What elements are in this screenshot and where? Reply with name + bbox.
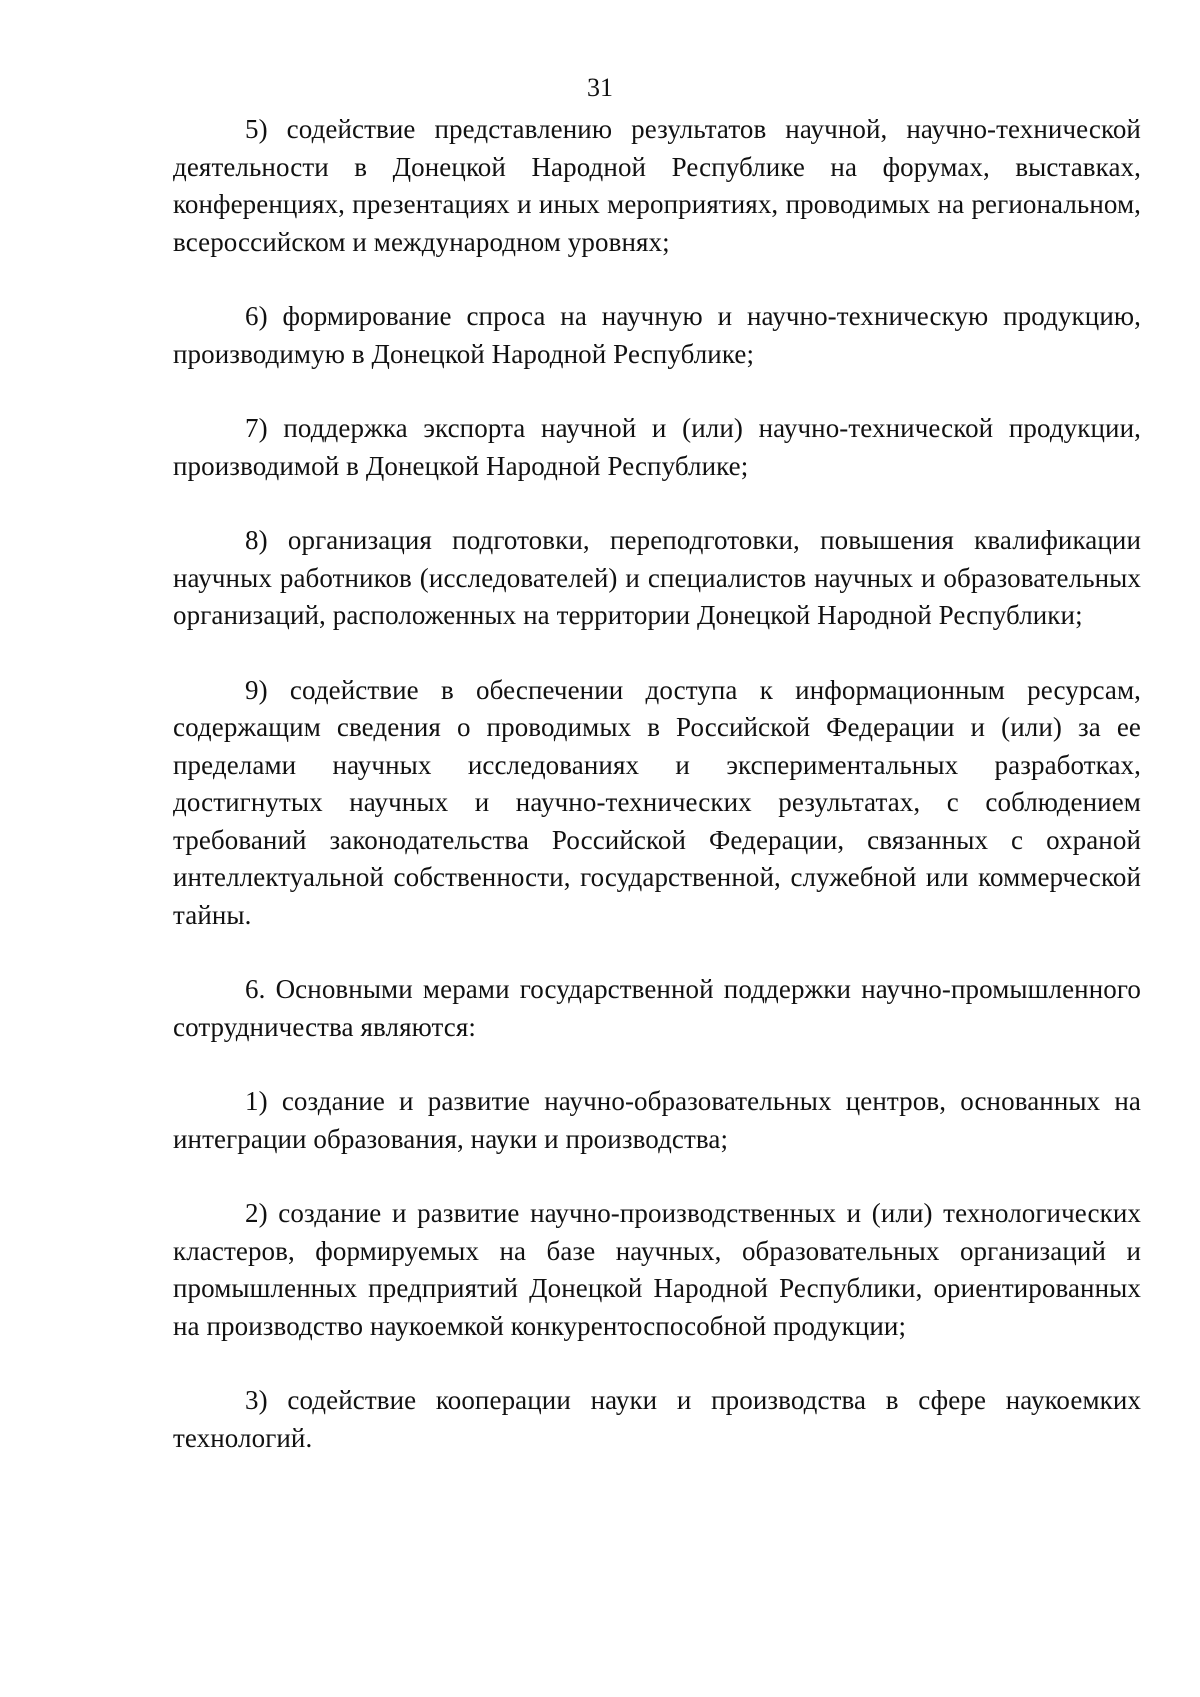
measure-item-1: 1) создание и развитие научно-образовательных центров, основанных на интеграции образования, науки и производства; xyxy=(173,1086,1141,1154)
paragraph-item-8: 8) организация подготовки, переподготовки, повышения квалификации научных работников (исследователей) и специалистов научных и образовательных организаций, расположенных на территории Донецкой Народной Республики; xyxy=(173,525,1141,630)
paragraph-item-6: 6) формирование спроса на научную и научно-техническую продукцию, производимую в Донецкой Народной Республике; xyxy=(173,301,1141,369)
section-6-paragraph: 6. Основными мерами государственной поддержки научно-промышленного сотрудничества являются: xyxy=(173,974,1141,1042)
paragraph-item-9: 9) содействие в обеспечении доступа к информационным ресурсам, содержащим сведения о проводимых в Российской Федерации и (или) за ее пределами научных исследованиях и экспериментальных разработках, достигнутых научных и научно-технических результатах, с соблюдением требований законодательства Российской Федерации, связанных с охраной интеллектуальной собственности, государственной, служебной или коммерческой тайны. xyxy=(173,674,1141,930)
paragraph-item-5: 5) содействие представлению результатов научной, научно-технической деятельности в Донецкой Народной Республике на форумах, выставках, конференциях, презентациях и иных мероприятиях, проводимых на региональном, всероссийском и международном уровнях; xyxy=(173,114,1141,257)
measure-item-3: 3) содействие кооперации науки и производства в сфере наукоемких технологий. xyxy=(173,1385,1141,1453)
measure-item-2: 2) создание и развитие научно-производственных и (или) технологических кластеров, формируемых на базе научных, образовательных организаций и промышленных предприятий Донецкой Народной Республики, ориентированных на производство наукоемкой конкурентоспособной продукции; xyxy=(173,1198,1141,1341)
paragraph-item-7: 7) поддержка экспорта научной и (или) научно-технической продукции, производимой в Донецкой Народной Республике; xyxy=(173,413,1141,481)
page-number: 31 xyxy=(587,73,613,102)
document-body xyxy=(173,111,1141,1457)
